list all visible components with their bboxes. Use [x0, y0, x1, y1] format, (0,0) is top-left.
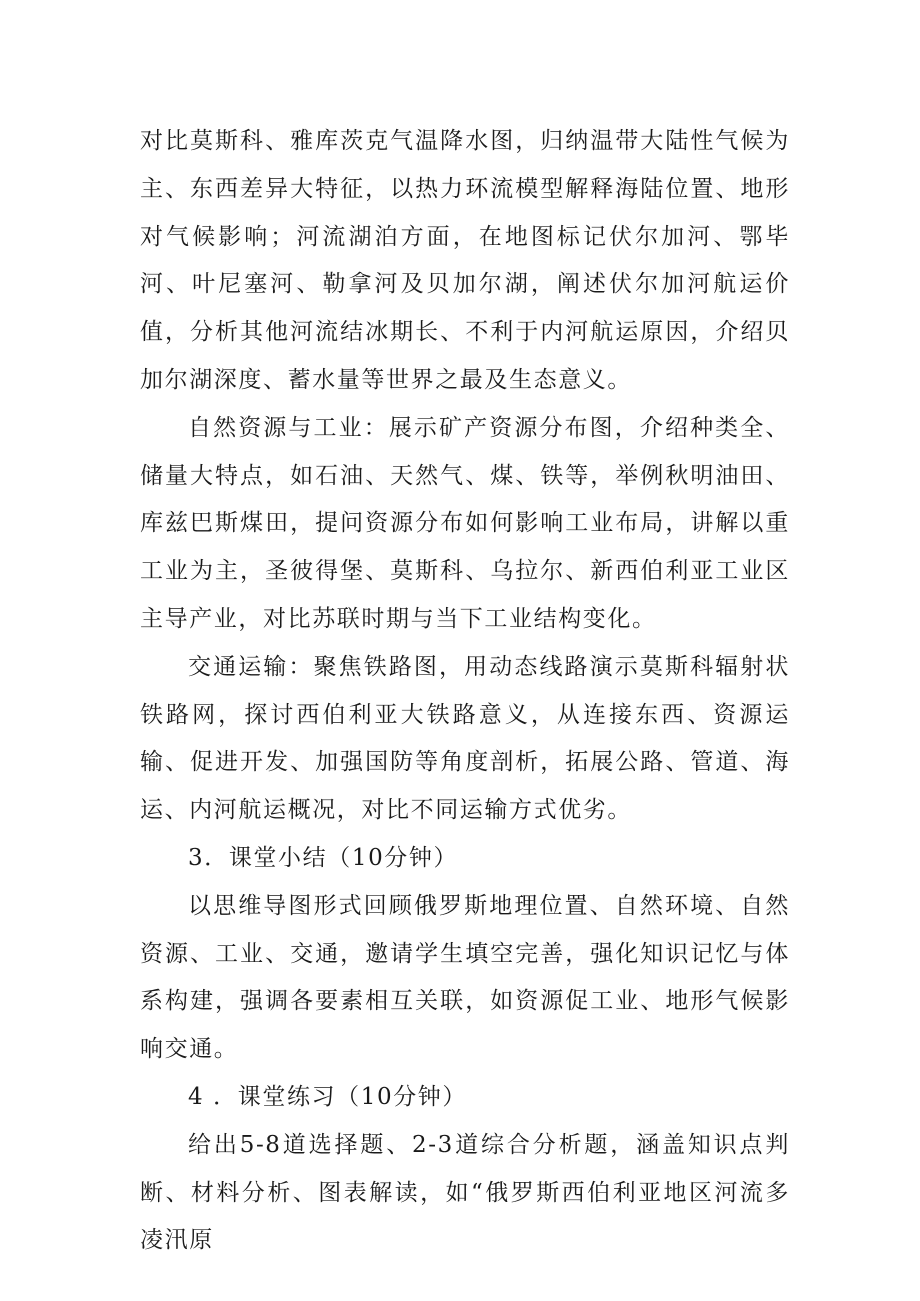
section-heading-practice: 4 ．课堂练习（10分钟） — [188, 1083, 468, 1110]
paragraph-climate-rivers: 对比莫斯科、雅库茨克气温降水图，归纳温带大陆性气候为主、东西差异大特征，以热力环流模型解释海陆位置、地形对气候影响；河流湖泊方面，在地图标记伏尔加河、鄂毕河、叶尼塞河、勒拿河及贝加尔湖，阐述伏尔加河航运价值，分析其他河流结冰期长、不利于内河航运原因，介绍贝加尔湖深度、蓄水量等世界之最及生态意义。 — [140, 128, 790, 393]
paragraph-summary: 以思维导图形式回顾俄罗斯地理位置、自然环境、自然资源、工业、交通，邀请学生填空完善，强化知识记忆与体系构建，强调各要素相互关联，如资源促工业、地形气候影响交通。 — [140, 892, 790, 1063]
paragraph-resources-industry: 自然资源与工业：展示矿产资源分布图，介绍种类全、储量大特点，如石油、天然气、煤、铁等，举例秋明油田、库兹巴斯煤田，提问资源分布如何影响工业布局，讲解以重工业为主，圣彼得堡、莫斯科、乌拉尔、新西伯利亚工业区主导产业，对比苏联时期与当下工业结构变化。 — [140, 414, 790, 632]
document-body — [140, 118, 790, 1265]
paragraph-transportation: 交通运输：聚焦铁路图，用动态线路演示莫斯科辐射状铁路网，探讨西伯利亚大铁路意义，从连接东西、资源运输、促进开发、加强国防等角度剖析，拓展公路、管道、海运、内河航运概况，对比不同运输方式优劣。 — [140, 653, 790, 824]
section-heading-summary: 3．课堂小结（10分钟） — [188, 844, 459, 871]
paragraph-practice: 给出5-8道选择题、2-3道综合分析题，涵盖知识点判断、材料分析、图表解读，如“俄罗斯西伯利亚地区河流多凌汛原 — [140, 1131, 790, 1254]
